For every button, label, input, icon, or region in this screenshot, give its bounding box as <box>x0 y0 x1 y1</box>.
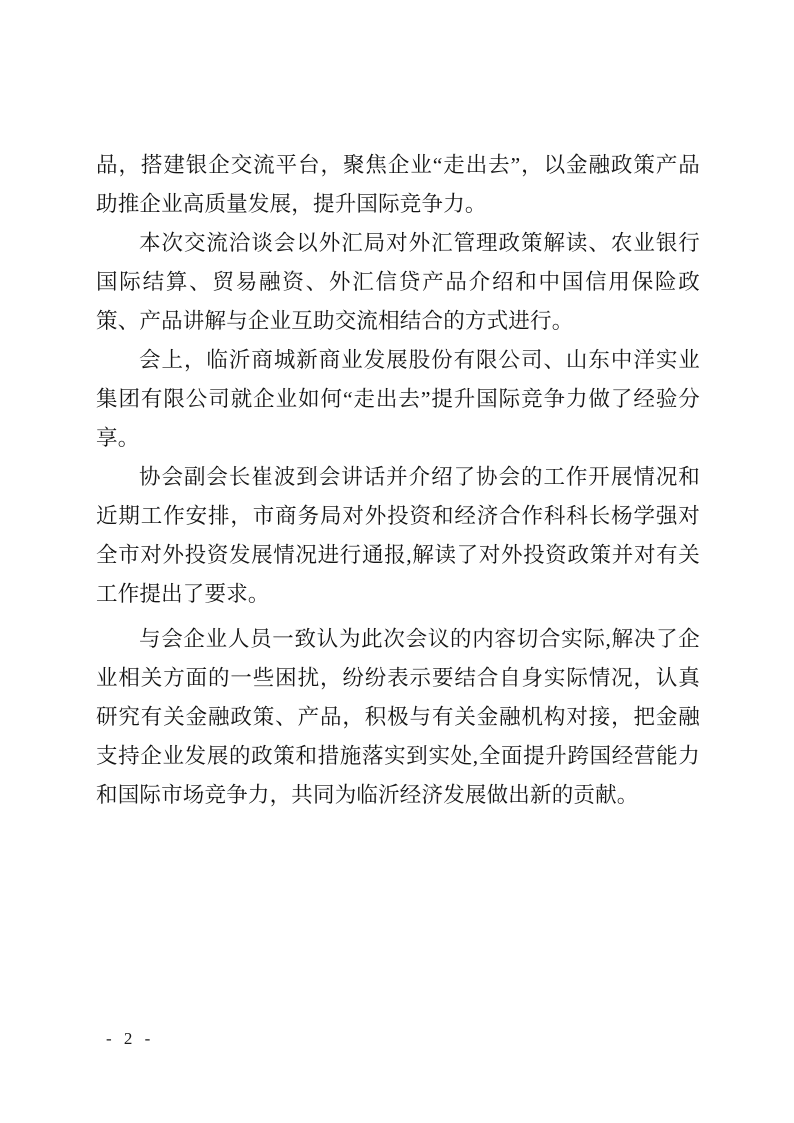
page-number: - 2 - <box>106 1029 154 1048</box>
paragraph: 协会副会长崔波到会讲话并介绍了协会的工作开展情况和近期工作安排，市商务局对外投资和经济合作科科长杨学强对全市对外投资发展情况进行通报,解读了对外投资政策并对有关工作提出了要求。 <box>96 465 700 606</box>
paragraph-continuation: 品，搭建银企交流平台，聚焦企业“走出去”，以金融政策产品助推企业高质量发展，提升国际竞争力。 <box>96 153 700 216</box>
paragraph: 本次交流洽谈会以外汇局对外汇管理政策解读、农业银行国际结算、贸易融资、外汇信贷产品介绍和中国信用保险政策、产品讲解与企业互助交流相结合的方式进行。 <box>96 231 700 333</box>
paragraph: 与会企业人员一致认为此次会议的内容切合实际,解决了企业相关方面的一些困扰，纷纷表示要结合自身实际情况，认真研究有关金融政策、产品，积极与有关金融机构对接，把金融支持企业发展的政策和措施落实到实处,全面提升跨国经营能力和国际市场竞争力，共同为临沂经济发展做出新的贡献。 <box>96 627 700 807</box>
document-body <box>96 146 700 815</box>
paragraph: 会上，临沂商城新商业发展股份有限公司、山东中洋实业集团有限公司就企业如何“走出去”提升国际竞争力做了经验分享。 <box>96 348 700 450</box>
